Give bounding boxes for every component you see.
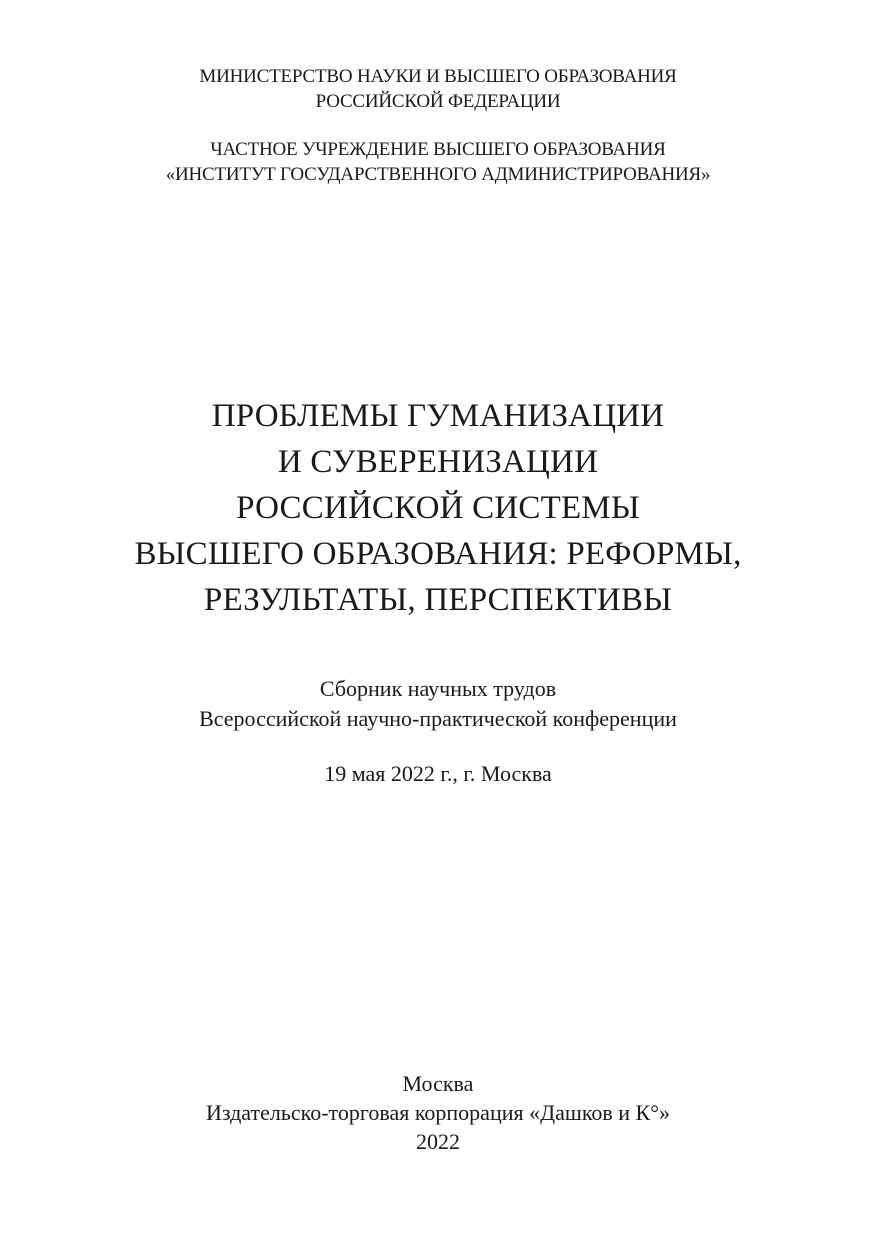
ministry-name-line-2: РОССИЙСКОЙ ФЕДЕРАЦИИ — [315, 91, 561, 112]
imprint-year: 2022 — [416, 1129, 460, 1154]
imprint-city: Москва — [402, 1071, 474, 1096]
institute-name-line-1: ЧАСТНОЕ УЧРЕЖДЕНИЕ ВЫСШЕГО ОБРАЗОВАНИЯ — [210, 139, 666, 160]
subtitle-line-1: Сборник научных трудов — [319, 676, 557, 701]
date-place-text: 19 мая 2022 г., г. Москва — [324, 761, 552, 786]
book-title-line-3: РОССИЙСКОЙ СИСТЕМЫ — [236, 490, 640, 526]
ministry-name-line-1: МИНИСТЕРСТВО НАУКИ И ВЫСШЕГО ОБРАЗОВАНИЯ — [199, 66, 677, 87]
imprint-publisher: Издательско-торговая корпорация «Дашков и К°» — [205, 1100, 671, 1125]
book-title — [0, 393, 876, 623]
subtitle-line-2: Всероссийской научно-практической конференции — [199, 706, 677, 731]
book-title-line-5: РЕЗУЛЬТАТЫ, ПЕРСПЕКТИВЫ — [203, 582, 673, 618]
institute-name-line-2: «ИНСТИТУТ ГОСУДАРСТВЕННОГО АДМИНИСТРИРОВАНИЯ» — [165, 164, 711, 185]
ministry-header — [0, 64, 876, 114]
book-subtitle — [0, 674, 876, 734]
institute-header — [0, 137, 876, 187]
conference-date-place — [0, 759, 876, 789]
book-title-line-4: ВЫСШЕГО ОБРАЗОВАНИЯ: РЕФОРМЫ, — [134, 536, 742, 572]
book-title-line-1: ПРОБЛЕМЫ ГУМАНИЗАЦИИ — [211, 398, 665, 434]
publisher-imprint — [0, 1069, 876, 1156]
book-title-line-2: И СУВЕРЕНИЗАЦИИ — [277, 444, 599, 480]
